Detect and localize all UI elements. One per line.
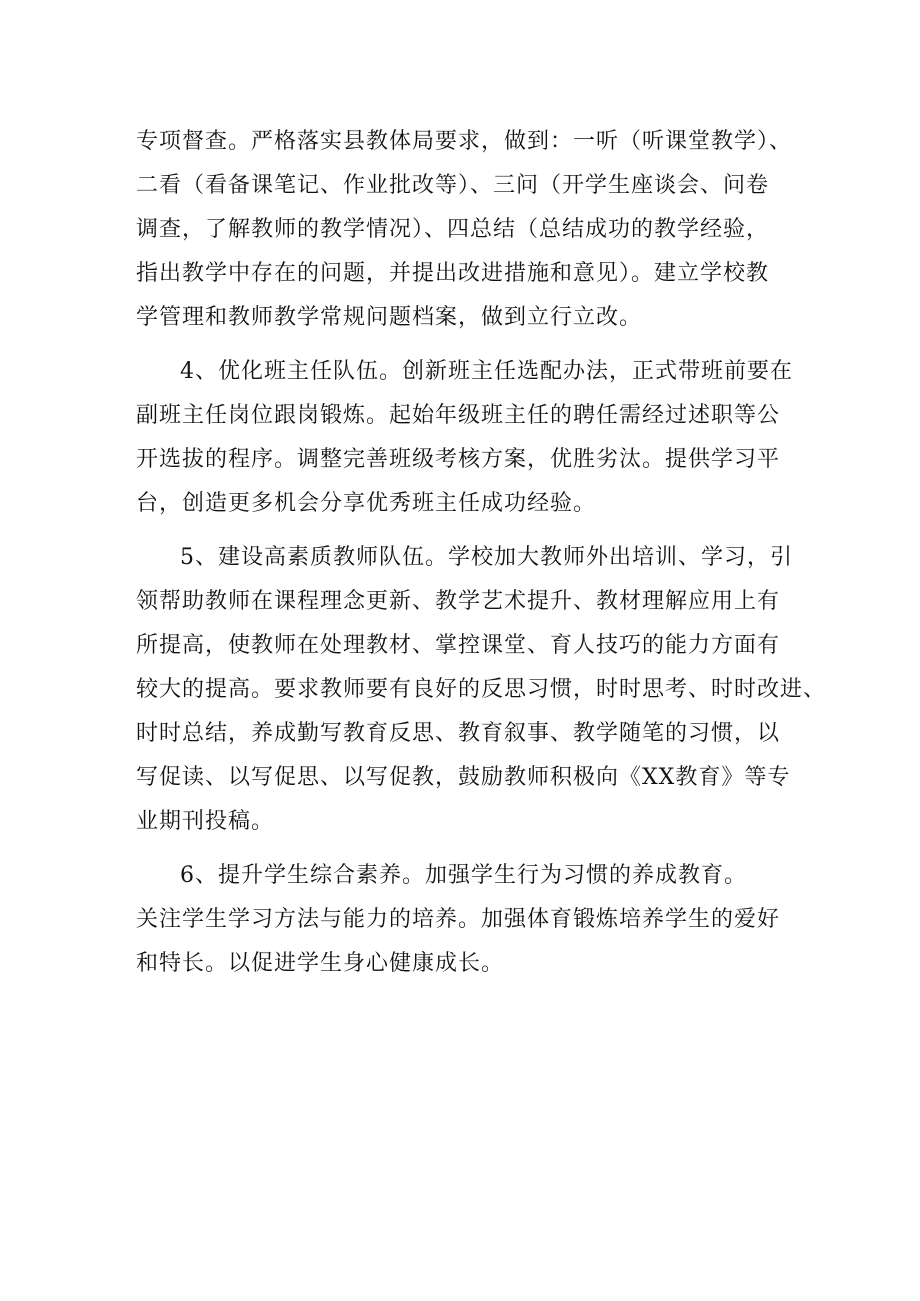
text-line: 台，创造更多机会分享优秀班主任成功经验。 — [136, 491, 597, 516]
paragraph-student-literacy — [136, 854, 796, 986]
text-line: 关注学生学习方法与能力的培养。加强体育锻炼培养学生的爱好 — [136, 907, 781, 932]
text-line: 学管理和教师教学常规问题档案，做到立行立改。 — [136, 305, 643, 330]
text-line: 和特长。以促进学生身心健康成长。 — [136, 951, 505, 976]
paragraph-supervision — [136, 120, 796, 340]
text-line: 指出教学中存在的问题，并提出改进措施和意见）。建立学校教 — [136, 261, 770, 286]
paragraph-first-line: 6、提升学生综合素养。加强学生行为习惯的养成教育。 — [180, 863, 747, 888]
paragraph-first-line: 4、优化班主任队伍。创新班主任选配办法，正式带班前要在 — [180, 359, 793, 384]
text-line: 所提高，使教师在处理教材、掌控课堂、育人技巧的能力方面有 — [136, 633, 781, 658]
paragraph-teacher-team — [136, 536, 827, 844]
text-line: 调查，了解教师的教学情况）、四总结（总结成功的教学经验， — [136, 217, 770, 242]
text-line: 业期刊投稿。 — [136, 809, 275, 834]
document-body — [136, 120, 827, 986]
text-line: 时时总结，养成勤写教育反思、教育叙事、教学随笔的习惯，以 — [136, 721, 781, 746]
text-line: 较大的提高。要求教师要有良好的反思习惯，时时思考、时时改进、 — [136, 677, 827, 702]
paragraph-first-line: 5、建设高素质教师队伍。学校加大教师外出培训、学习，引 — [180, 545, 793, 570]
text-line: 二看（看备课笔记、作业批改等）、三问（开学生座谈会、问卷 — [136, 173, 770, 198]
text-line: 开选拔的程序。调整完善班级考核方案，优胜劣汰。提供学习平 — [136, 447, 781, 472]
text-line: 专项督查。严格落实县教体局要求，做到：一听（听课堂教学）、 — [136, 129, 793, 154]
paragraph-head-teacher — [136, 350, 796, 526]
text-line: 写促读、以写促思、以写促教，鼓励教师积极向《XX教育》等专 — [136, 765, 791, 790]
text-line: 领帮助教师在课程理念更新、教学艺术提升、教材理解应用上有 — [136, 589, 781, 614]
text-line: 副班主任岗位跟岗锻炼。起始年级班主任的聘任需经过述职等公 — [136, 403, 781, 428]
